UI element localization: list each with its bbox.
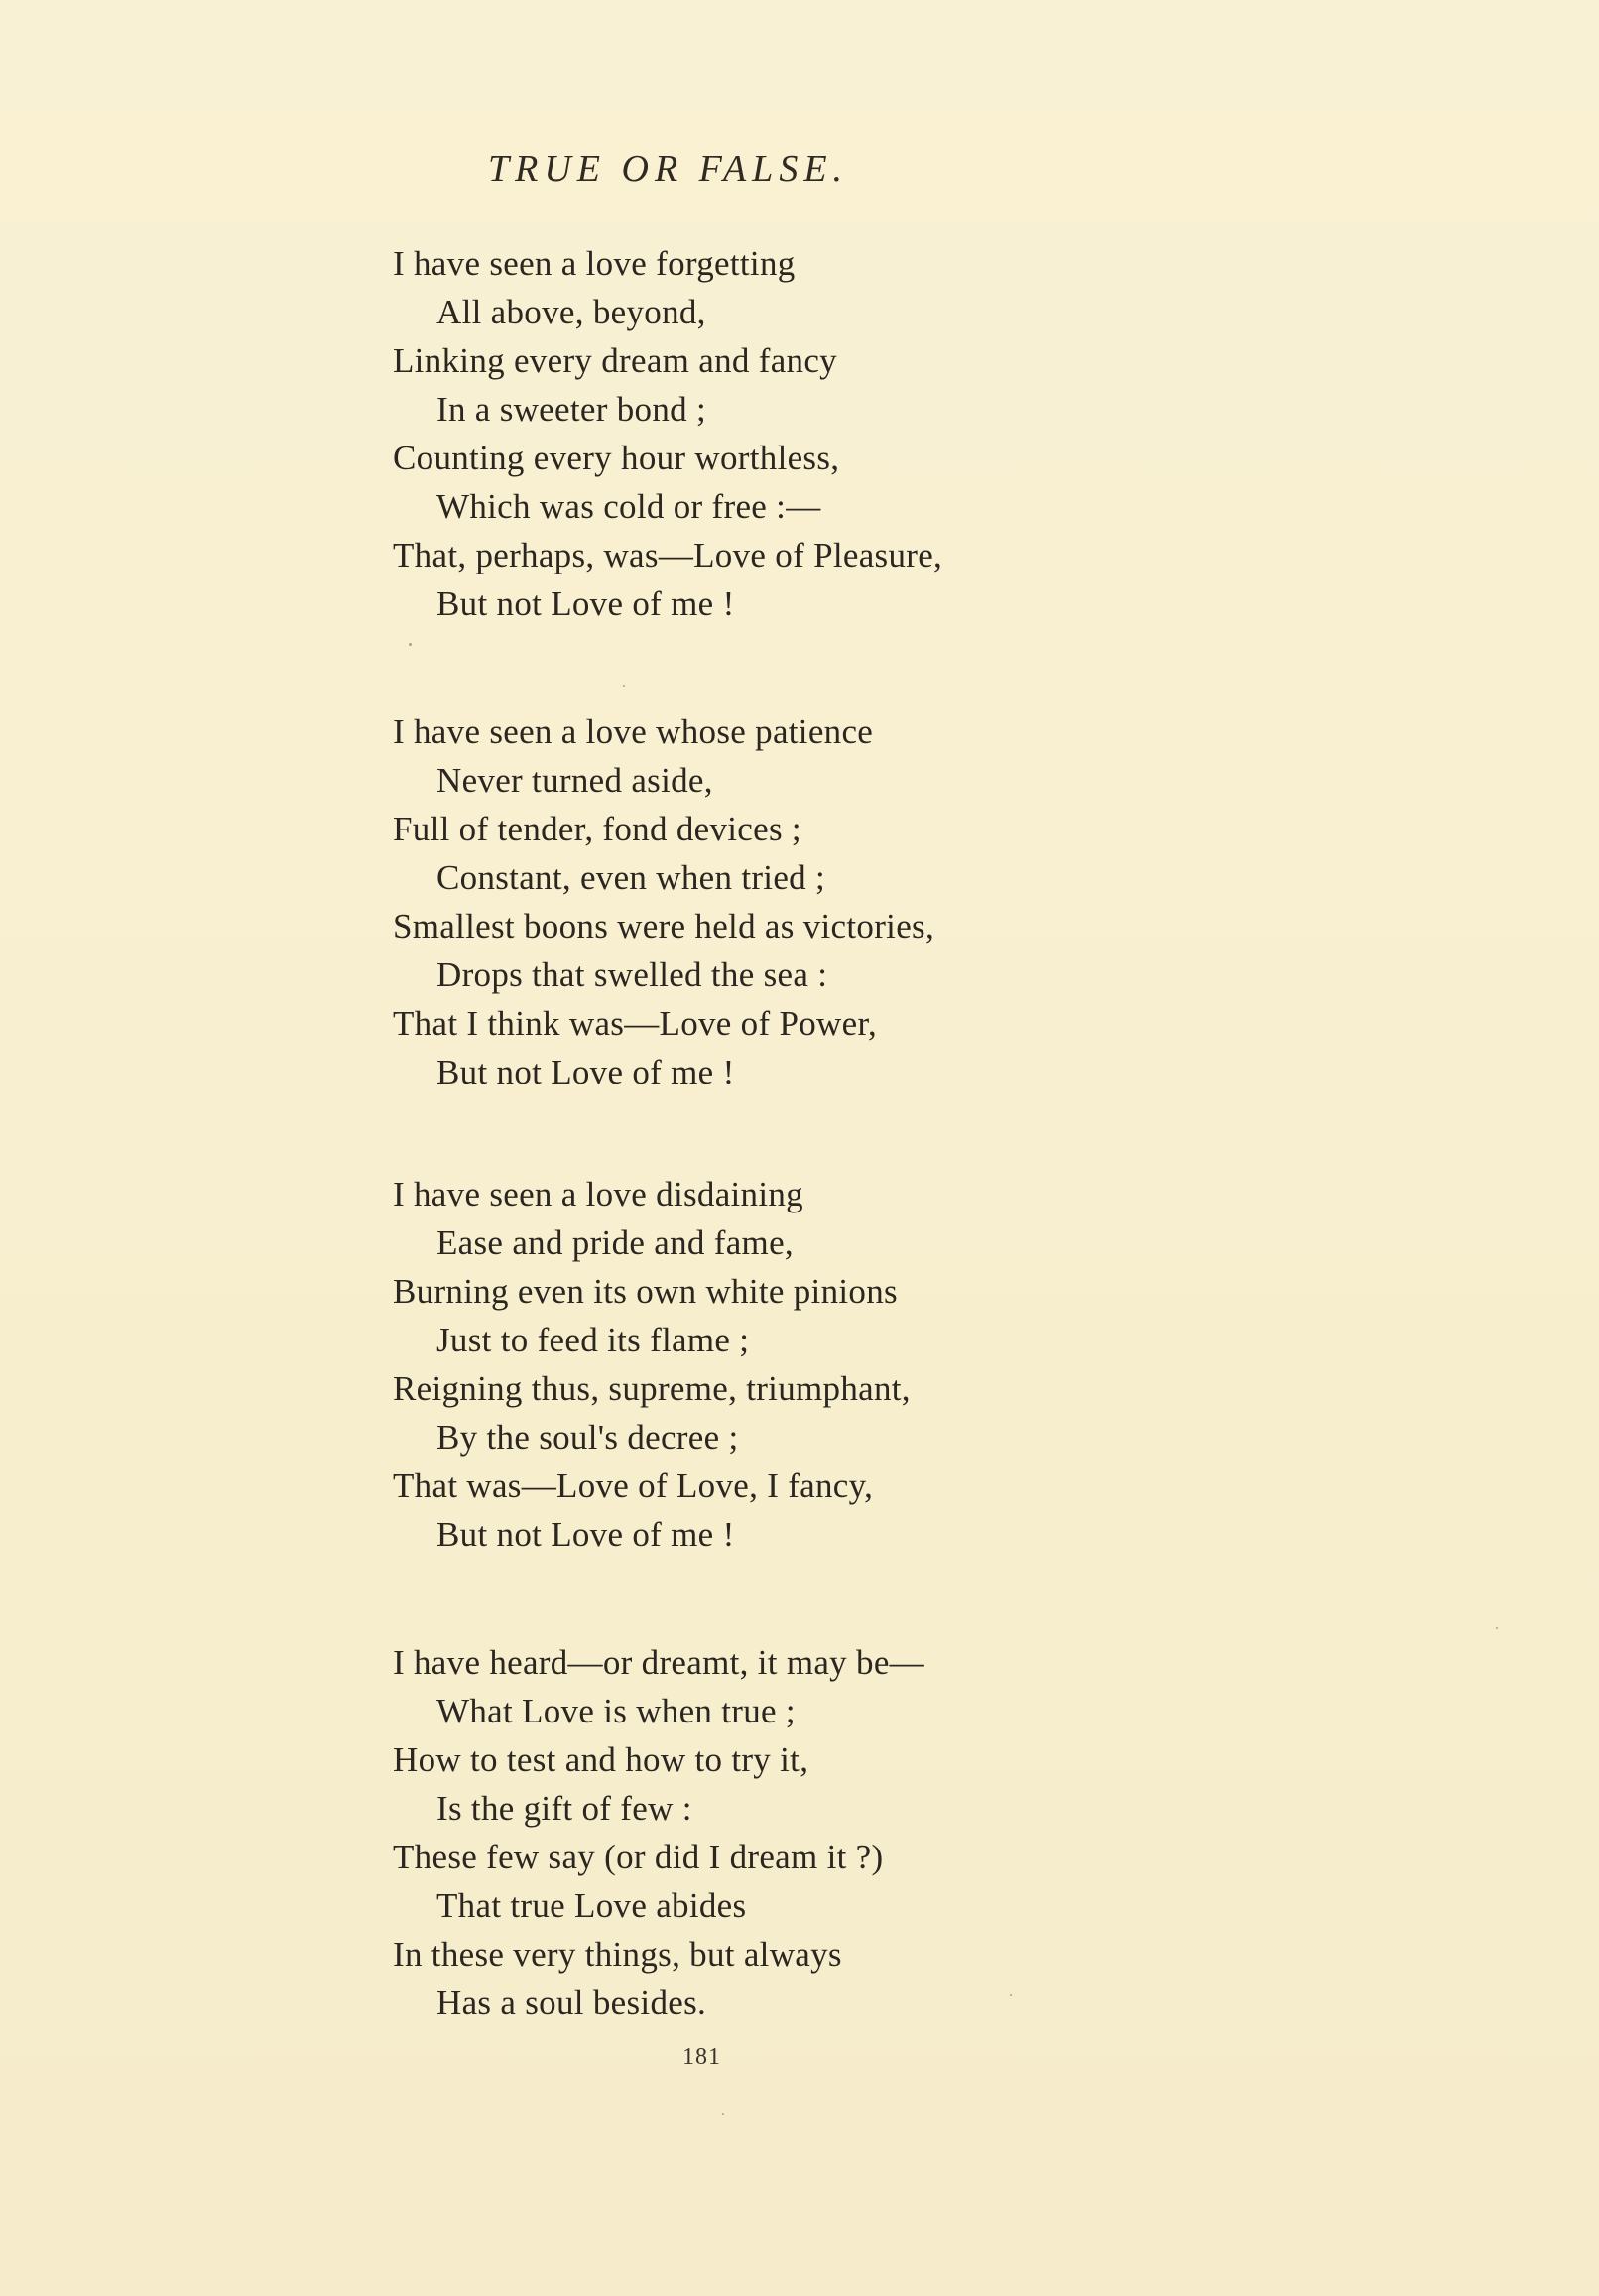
poem-line: By the soul's decree ; [436,1418,739,1457]
poem-line: Is the gift of few : [436,1789,692,1828]
poem-line: Counting every hour worthless, [393,439,840,477]
paper-speck [1496,1627,1498,1629]
poem-line: These few say (or did I dream it ?) [393,1838,884,1876]
poem-line: What Love is when true ; [436,1692,796,1730]
poem-line: Has a soul besides. [436,1983,707,2022]
poem-line: Reigning thus, supreme, triumphant, [393,1369,911,1408]
poem-line: Constant, even when tried ; [436,858,826,897]
poem-line: Drops that swelled the sea : [436,956,828,994]
poem-line: Burning even its own white pinions [393,1272,898,1311]
paper-speck [623,685,625,687]
poem-line: Which was cold or free :— [436,487,821,526]
page-number: 181 [682,2044,721,2070]
poem-line: I have seen a love disdaining [393,1175,803,1213]
poem-line: How to test and how to try it, [393,1740,809,1779]
poem-line: But not Love of me ! [436,1053,735,1091]
poem-line: That was—Love of Love, I fancy, [393,1467,874,1505]
poem-line: I have heard—or dreamt, it may be— [393,1643,924,1682]
poem-line: I have seen a love whose patience [393,712,874,751]
poem-line: Linking every dream and fancy [393,341,837,380]
poem-line: Just to feed its flame ; [436,1321,750,1359]
poem-line: In these very things, but always [393,1935,842,1974]
poem-line: That I think was—Love of Power, [393,1004,878,1043]
poem-line: That, perhaps, was—Love of Pleasure, [393,536,943,574]
poem-line: Full of tender, fond devices ; [393,810,801,848]
poem-line: Smallest boons were held as victories, [393,907,935,946]
poem-line: Never turned aside, [436,761,713,800]
poem-line: Ease and pride and fame, [436,1223,794,1262]
poem-line: That true Love abides [436,1886,747,1925]
paper-speck [722,2113,724,2115]
poem-line: All above, beyond, [436,293,706,331]
poem-line: But not Love of me ! [436,584,735,623]
paper-speck [1010,1994,1012,1996]
poem-line: But not Love of me ! [436,1515,735,1554]
paper-speck [409,643,412,646]
poem-line: I have seen a love forgetting [393,244,796,283]
poem-line: In a sweeter bond ; [436,390,706,429]
page-title: TRUE OR FALSE. [488,148,849,190]
